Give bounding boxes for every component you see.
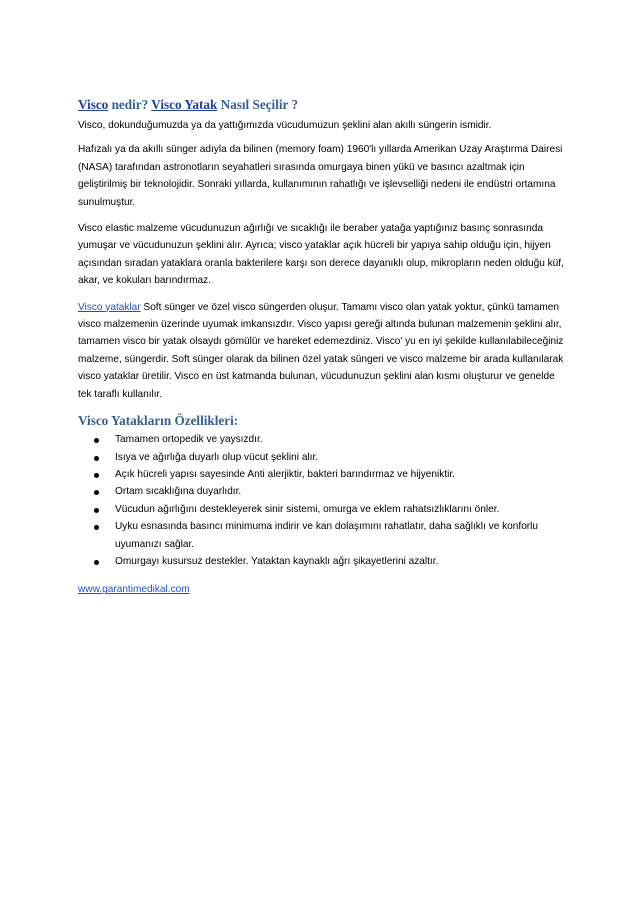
list-item-text: Tamamen ortopedik ve yaysızdır. bbox=[115, 434, 263, 446]
paragraph-structure-text: Soft sünger ve özel visco süngerden oluşur. Tamamı visco olan yatak yoktur, çünkü tamamen visco malzemenin üzerinde uyumak imkansızdır. Visco yapısı gereği altında bulunan malzemenin şeklini alır, tamamen visco bir yatak olsaydı gömülür ve hareket edemezdiniz. Visco' yu en iyi şekilde kullanılabileceğiniz malzeme, süngerdir. Soft sünger olarak da bilinen özel yatak süngeri ve visco malzeme bir arada kullanılarak visco yataklar üretilir. Visco en üst katmanda bulunan, vücudunuzun şeklini alan kısmı oluşturur ve genelde tek taraflı kullanılır. bbox=[78, 301, 564, 400]
list-item-text: Isıya ve ağırlığa duyarlı olup vücut şeklini alır. bbox=[115, 451, 319, 463]
bullet-icon bbox=[94, 473, 99, 478]
list-item-text: Omurgayı kusursuz destekler. Yataktan kaynaklı ağrı şikayetlerini azaltır. bbox=[115, 555, 439, 567]
bullet-icon bbox=[94, 525, 99, 530]
features-heading: Visco Yatakların Özellikleri: bbox=[78, 413, 239, 429]
list-item-text: Ortam sıcaklığına duyarlıdır. bbox=[115, 486, 242, 498]
visco-yatak-title-link[interactable]: Visco Yatak bbox=[151, 97, 218, 112]
list-item-text: Vücudun ağırlığını destekleyerek sinir sistemi, omurga ve eklem rahatsızlıklarını önler. bbox=[115, 503, 500, 515]
bullet-icon bbox=[94, 456, 99, 461]
bullet-icon bbox=[94, 490, 99, 495]
title-text-1: nedir? bbox=[108, 97, 152, 112]
list-item bbox=[78, 449, 564, 466]
visco-yataklar-link[interactable]: Visco yataklar bbox=[78, 301, 141, 313]
paragraph-structure bbox=[78, 299, 564, 403]
list-item bbox=[78, 466, 564, 483]
list-item bbox=[78, 501, 564, 518]
footer-link-line bbox=[78, 581, 564, 598]
paragraph-intro: Visco, dokunduğumuzda ya da yattığımızda vücudumuzun şeklini alan akıllı süngerin ismidir. bbox=[78, 120, 492, 131]
paragraph-history: Hafızalı ya da akıllı sünger adıyla da bilinen (memory foam) 1960'lı yıllarda Amerikan Uzay Araştırma Dairesi (NASA) tarafından astronotların seyahatleri sırasında omurgaya binen yükü ve basıncı azaltmak için geliştirilmiş bir teknolojidir. Sonraki yıllarda, kullanımının rahatlığı ve işlevselliği nedeni ile endüstri ortamına sunulmuştur. bbox=[78, 144, 563, 208]
list-item bbox=[78, 483, 564, 500]
features-list bbox=[78, 431, 564, 570]
title-text-2: Nasıl Seçilir ? bbox=[217, 97, 299, 112]
list-item-text: Açık hücreli yapısı sayesinde Anti alerjiktir, bakteri barındırmaz ve hijyeniktir. bbox=[115, 468, 455, 480]
bullet-icon bbox=[94, 560, 99, 565]
bullet-icon bbox=[94, 508, 99, 513]
list-item-text: Uyku esnasında basıncı minimuma indirir ve kan dolaşımını rahatlatır, daha sağlıklı ve konforlu uyumanızı sağlar. bbox=[115, 521, 539, 550]
list-item bbox=[78, 553, 564, 570]
visco-title-link[interactable]: Visco bbox=[78, 97, 109, 112]
paragraph-elastic: Visco elastic malzeme vücudunuzun ağırlığı ve sıcaklığı ile beraber yatağa yaptığınız basınç sonrasında yumuşar ve vücudunuzun şeklini alır. Ayrıca; visco yataklar açık hücreli bir yapıya sahip olduğu için, hijyen açısından sıradan yataklara oranla bakterilere karşı son derece dayanıklı olup, mikropların neden olduğu küf, akar, ve kokuları barındırmaz. bbox=[78, 223, 564, 287]
list-item bbox=[78, 431, 564, 448]
page-title bbox=[78, 96, 564, 114]
list-item bbox=[78, 518, 564, 553]
bullet-icon bbox=[94, 438, 99, 443]
document-page bbox=[78, 96, 564, 599]
website-link[interactable]: www.garantimedikal.com bbox=[78, 584, 190, 596]
